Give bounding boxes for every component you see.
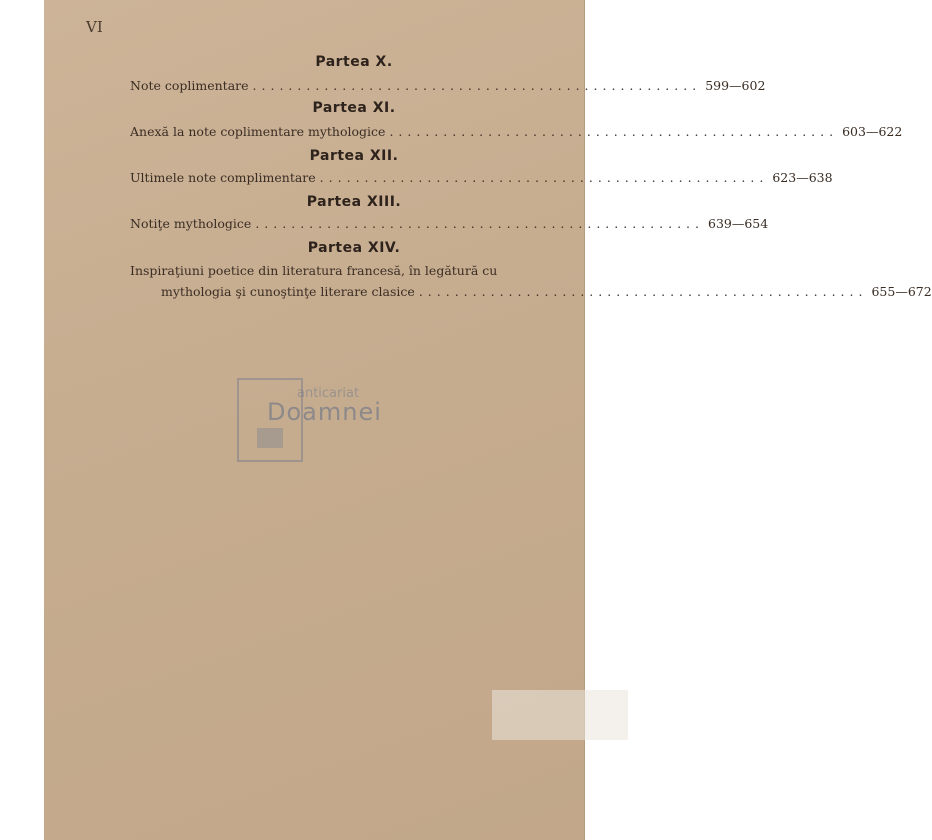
entry-title: Notiţe mythologice <box>130 216 252 231</box>
sticker-residue <box>492 690 628 740</box>
entry-title: Ultimele note complimentare <box>130 170 316 185</box>
entry-pages: 603—622 <box>842 124 903 139</box>
entry-pages: 639—654 <box>708 216 769 231</box>
toc-entry <box>161 284 932 299</box>
toc-entry <box>130 216 769 231</box>
section-heading-x: Partea X. <box>315 54 393 70</box>
watermark-big-text: Doamnei <box>267 398 382 426</box>
watermark-small-text: anticariat <box>297 386 360 401</box>
dot-leader: .................................................. <box>389 124 839 139</box>
entry-title-line1: Inspiraţiuni poetice din literatura francesă, în legătură cu <box>130 263 498 278</box>
dot-leader: .................................................. <box>418 284 868 299</box>
section-heading-xiii: Partea XIII. <box>306 194 402 210</box>
entry-pages: 623—638 <box>772 170 833 185</box>
dot-leader: .................................................. <box>255 216 704 231</box>
toc-entry <box>130 170 833 185</box>
dot-leader: .................................................. <box>319 170 769 185</box>
book-icon <box>257 428 283 448</box>
toc-entry <box>130 124 903 139</box>
toc-entry <box>130 78 766 93</box>
watermark-logo <box>237 378 397 460</box>
entry-title-line2: mythologia şi cunoştinţe literare clasice <box>161 284 415 299</box>
entry-pages: 655—672 <box>871 284 932 299</box>
page-number: VI <box>86 18 103 36</box>
entry-title: Note coplimentare <box>130 78 249 93</box>
section-heading-xiv: Partea XIV. <box>307 240 401 256</box>
dot-leader: .................................................. <box>252 78 702 93</box>
section-heading-xi: Partea XI. <box>312 100 396 116</box>
entry-pages: 599—602 <box>705 78 766 93</box>
entry-title: Anexă la note coplimentare mythologice <box>130 124 386 139</box>
section-heading-xii: Partea XII. <box>309 148 399 164</box>
